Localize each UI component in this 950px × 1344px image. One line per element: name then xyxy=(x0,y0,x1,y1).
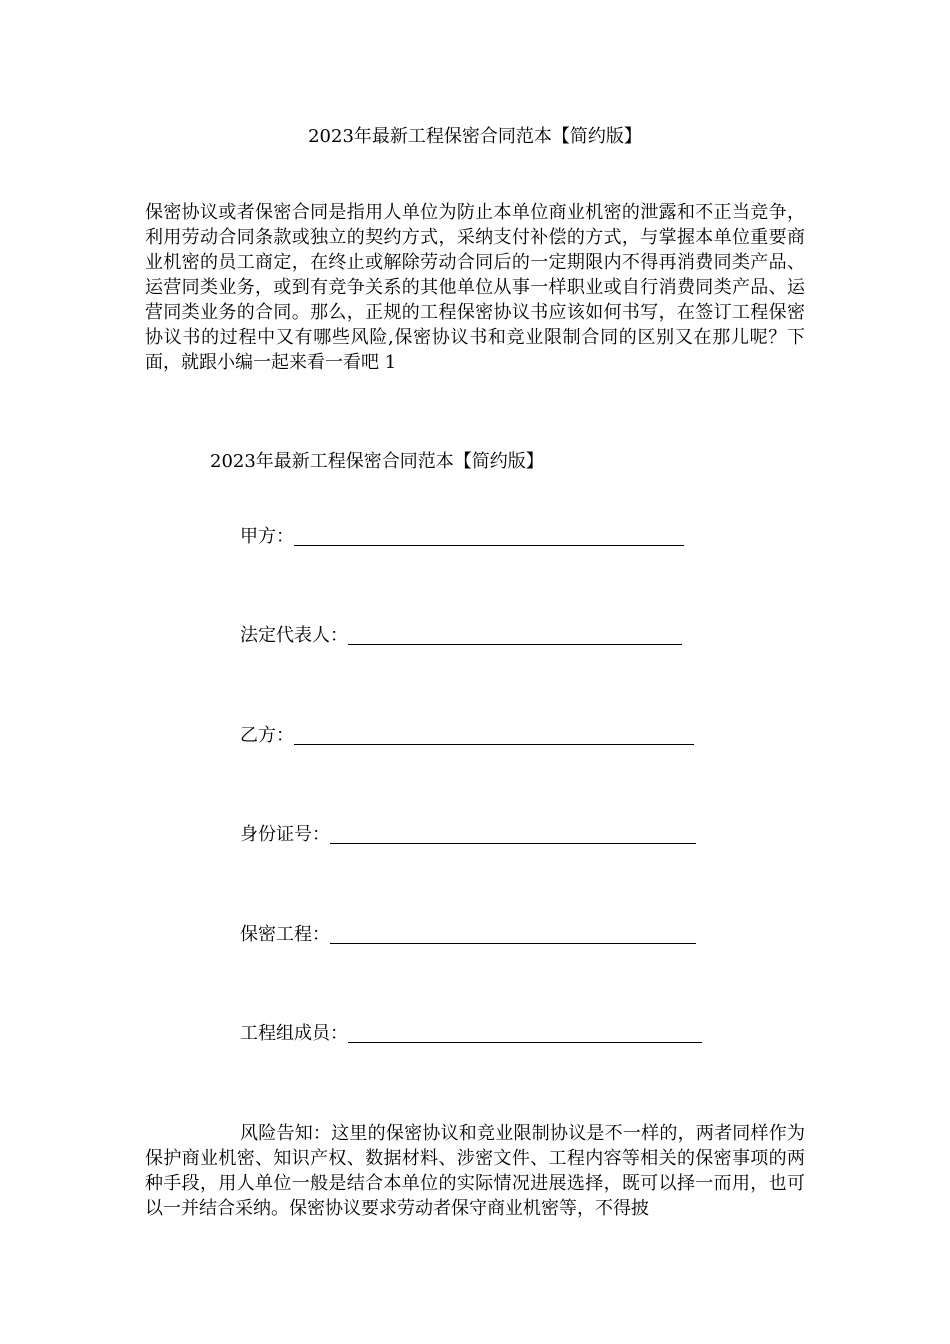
legal-rep-blank-line xyxy=(348,626,682,645)
intro-paragraph: 保密协议或者保密合同是指用人单位为防止本单位商业机密的泄露和不正当竞争，利用劳动合同条款或独立的契约方式，采纳支付补偿的方式，与掌握本单位重要商业机密的员工商定，在终止或解除劳动合同后的一定期限内不得再消费同类产品、运营同类业务，或到有竞争关系的其他单位从事一样职业或自行消费同类产品、运营同类业务的合同。那么，正规的工程保密协议书应该如何书写，在签订工程保密协议书的过程中又有哪些风险,保密协议书和竞业限制合同的区别又在那儿呢？下面，就跟小编一起来看一看吧 1 xyxy=(145,202,805,373)
id-number-label: 身份证号： xyxy=(240,824,330,845)
party-b-field xyxy=(240,724,694,748)
members-field xyxy=(240,1022,702,1046)
id-number-field xyxy=(240,823,696,847)
id-number-blank-line xyxy=(330,825,696,844)
project-blank-line xyxy=(330,925,696,944)
risk-notice-paragraph: 风险告知：这里的保密协议和竞业限制协议是不一样的，两者同样作为保护商业机密、知识产权、数据材料、涉密文件、工程内容等相关的保密事项的两种手段，用人单位一般是结合本单位的实际情况进展选择，既可以择一而用，也可以一并结合采纳。保密协议要求劳动者保守商业机密等，不得披 xyxy=(145,1123,805,1219)
legal-rep-label: 法定代表人： xyxy=(240,625,348,646)
legal-rep-field xyxy=(240,624,682,648)
project-field xyxy=(240,923,696,947)
party-b-label: 乙方： xyxy=(240,725,294,746)
party-a-field xyxy=(240,525,684,549)
members-label: 工程组成员： xyxy=(240,1023,348,1044)
party-b-blank-line xyxy=(294,726,694,745)
members-blank-line xyxy=(348,1024,702,1043)
project-label: 保密工程： xyxy=(240,924,330,945)
party-a-label: 甲方： xyxy=(240,526,294,547)
contract-subtitle: 2023年最新工程保密合同范本【简约版】 xyxy=(210,451,544,472)
document-title: 2023年最新工程保密合同范本【简约版】 xyxy=(308,126,642,147)
party-a-blank-line xyxy=(294,527,684,546)
